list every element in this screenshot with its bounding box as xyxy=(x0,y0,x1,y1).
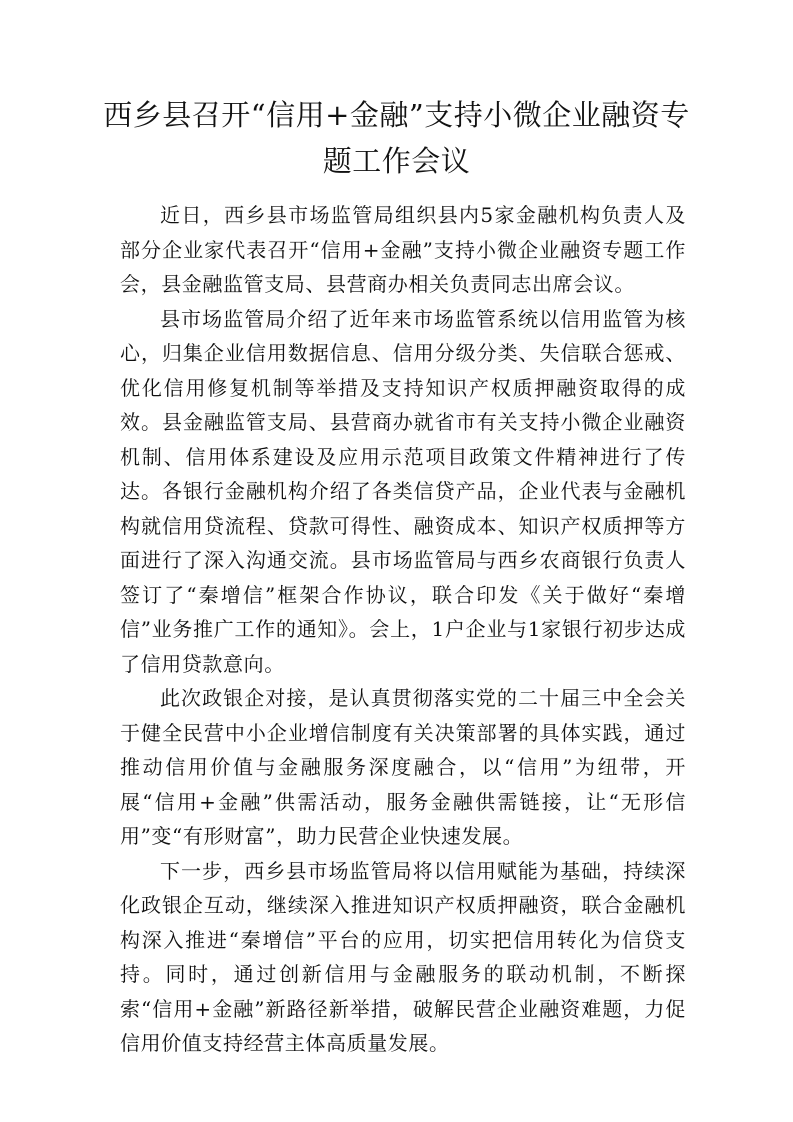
document-body xyxy=(120,198,686,1061)
document-title: 西乡县召开“信用+金融”支持小微企业融资专题工作会议 xyxy=(103,98,690,178)
paragraph-significance: 此次政银企对接，是认真贯彻落实党的二十届三中全会关于健全民营中小企业增信制度有关决策部署的具体实践，通过推动信用价值与金融服务深度融合，以“信用”为纽带，开展“信用+金融”供需活动，服务金融供需链接，让“无形信用”变“有形财富”，助力民营企业快速发展。 xyxy=(120,686,686,848)
paragraph-next-steps: 下一步，西乡县市场监管局将以信用赋能为基础，持续深化政银企互动，继续深入推进知识产权质押融资，联合金融机构深入推进“秦增信”平台的应用，切实把信用转化为信贷支持。同时，通过创新信用与金融服务的联动机制，不断探索“信用+金融”新路径新举措，破解民营企业融资难题，力促信用价值支持经营主体高质量发展。 xyxy=(120,858,686,1055)
paragraph-intro: 近日，西乡县市场监管局组织县内5家金融机构负责人及部分企业家代表召开“信用+金融”支持小微企业融资专题工作会，县金融监管支局、县营商办相关负责同志出席会议。 xyxy=(120,203,686,296)
paragraph-meeting-details: 县市场监管局介绍了近年来市场监管系统以信用监管为核心，归集企业信用数据信息、信用分级分类、失信联合惩戒、优化信用修复机制等举措及支持知识产权质押融资取得的成效。县金融监管支局、县营商办就省市有关支持小微企业融资机制、信用体系建设及应用示范项目政策文件精神进行了传达。各银行金融机构介绍了各类信贷产品，企业代表与金融机构就信用贷流程、贷款可得性、融资成本、知识产权质押等方面进行了深入沟通交流。县市场监管局与西乡农商银行负责人签订了“秦增信”框架合作协议，联合印发《关于做好“秦增信”业务推广工作的通知》。会上，1户企业与1家银行初步达成了信用贷款意向。 xyxy=(120,306,686,676)
